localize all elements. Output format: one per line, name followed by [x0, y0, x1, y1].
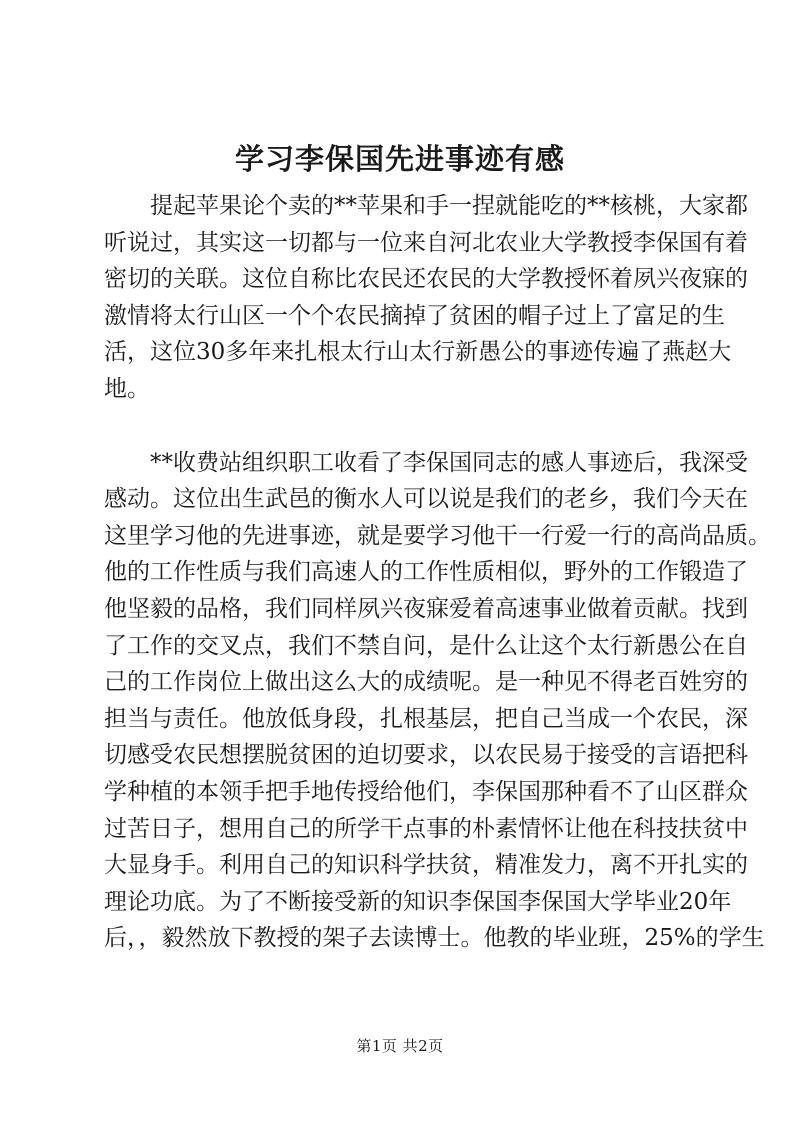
paragraph-line: 学种植的本领手把手地传授给他们，李保国那种看不了山区群众 [104, 778, 748, 805]
paragraph-line: 理论功底。为了不断接受新的知识李保国李保国大学毕业20年 [104, 888, 732, 915]
paragraph-1 [104, 188, 748, 408]
paragraph-line: 他坚毅的品格，我们同样夙兴夜寐爱着高速事业做着贡献。找到 [104, 595, 748, 622]
paragraph-line: **收费站组织职工收看了李保国同志的感人事迹后，我深受 [104, 449, 748, 476]
paragraph-line: 担当与责任。他放低身段，扎根基层，把自己当成一个农民，深 [104, 705, 748, 732]
paragraph-line: 密切的关联。这位自称比农民还农民的大学教授怀着夙兴夜寐的 [104, 266, 748, 293]
paragraph-line: 后，，毅然放下教授的架子去读博士。他教的毕业班，25%的学生 [104, 925, 765, 952]
paragraph-line: 激情将太行山区一个个农民摘掉了贫困的帽子过上了富足的生 [104, 302, 725, 329]
paragraph-line: 提起苹果论个卖的**苹果和手一捏就能吃的**核桃，大家都 [104, 193, 748, 219]
paragraph-line: 过苦日子，想用自己的所学干点事的朴素情怀让他在科技扶贫中 [104, 815, 748, 842]
paragraph-line: 这里学习他的先进事迹，就是要学习他干一行爱一行的高尚品质。 [104, 522, 771, 549]
paragraph-line: 感动。这位出生武邑的衡水人可以说是我们的老乡，我们今天在 [104, 486, 748, 513]
paragraph-line: 他的工作性质与我们高速人的工作性质相似，野外的工作锻造了 [104, 559, 748, 586]
document-title: 学习李保国先进事迹有感 [234, 142, 565, 176]
paragraph-line: 己的工作岗位上做出这么大的成绩呢。是一种见不得老百姓穷的 [104, 669, 748, 696]
paragraph-spacer [104, 408, 702, 445]
paragraph-line: 活，这位30多年来扎根太行山太行新愚公的事迹传遍了燕赵大 [104, 339, 732, 366]
paragraph-line: 大显身手。利用自己的知识科学扶贫，精准发力，离不开扎实的 [104, 852, 748, 879]
paragraph-line: 切感受农民想摆脱贫困的迫切要求，以农民易于接受的言语把科 [104, 742, 748, 769]
paragraph-line: 地。 [104, 375, 150, 402]
document-body [104, 188, 771, 957]
paragraph-line: 听说过，其实这一切都与一位来自河北农业大学教授李保国有着 [104, 229, 748, 256]
paragraph-line: 了工作的交叉点，我们不禁自问，是什么让这个太行新愚公在自 [104, 632, 748, 659]
paragraph-2 [104, 445, 771, 957]
page-footer: 第1页 共2页 [356, 1037, 444, 1055]
